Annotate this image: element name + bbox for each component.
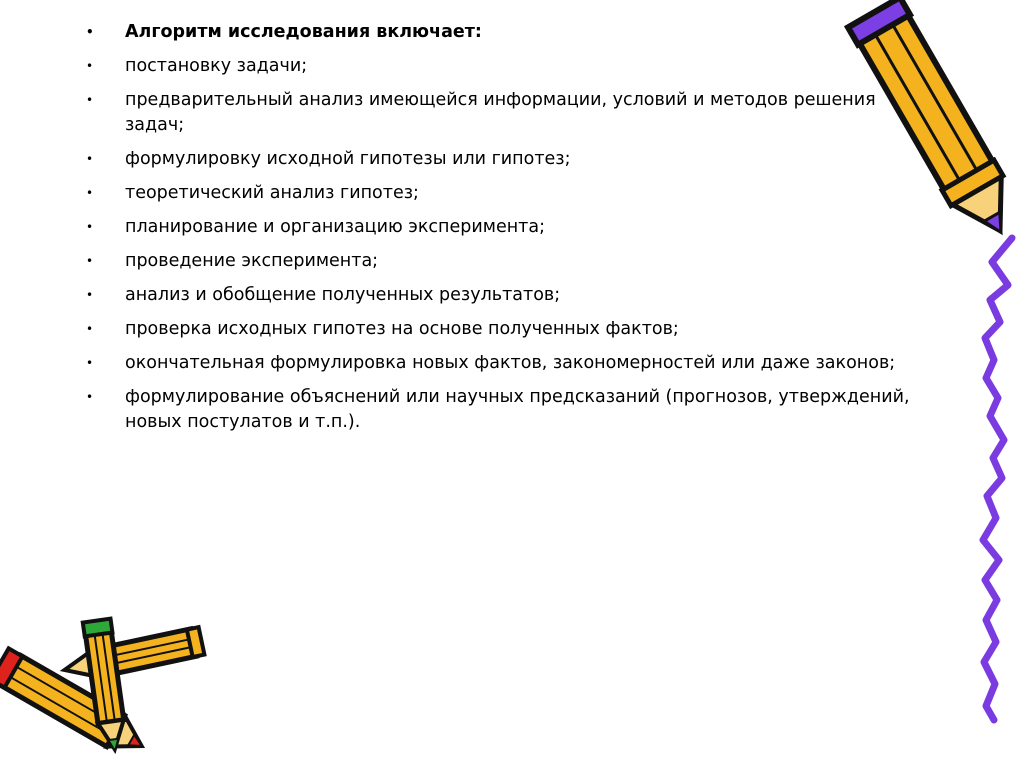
bullet-dot: • [86, 25, 94, 39]
list-item [86, 317, 926, 342]
list-item-text: теоретический анализ гипотез; [125, 183, 419, 203]
heading-text: Алгоритм исследования включает: [125, 22, 482, 42]
list-item [86, 215, 926, 240]
list-item-text: формулирование объяснений или научных предсказаний (прогнозов, утверждений, новых постулатов и т.п.). [125, 387, 910, 432]
list-item [86, 249, 926, 274]
list-item [86, 88, 926, 138]
list-item-text: проверка исходных гипотез на основе полученных фактов; [125, 319, 679, 339]
bullet-dot: • [86, 322, 94, 336]
list-item [86, 385, 926, 435]
bullet-dot: • [86, 186, 94, 200]
list-item [86, 54, 926, 79]
bullet-dot: • [86, 288, 94, 302]
list-item [86, 351, 926, 376]
list-item-text: предварительный анализ имеющейся информации, условий и методов решения задач; [125, 90, 876, 135]
list-item-text: окончательная формулировка новых фактов, закономерностей или даже законов; [125, 353, 896, 373]
bullet-dot: • [86, 390, 94, 404]
list-item [86, 147, 926, 172]
list-item-text: формулировку исходной гипотезы или гипотез; [125, 149, 571, 169]
list-item-text: проведение эксперимента; [125, 251, 379, 271]
bullet-dot: • [86, 59, 94, 73]
bullet-dot: • [86, 356, 94, 370]
list-item-text: анализ и обобщение полученных результатов; [125, 285, 561, 305]
list-item-text: планирование и организацию эксперимента; [125, 217, 545, 237]
list-heading [86, 20, 926, 45]
list-item [86, 283, 926, 308]
list-item [86, 181, 926, 206]
list-item-text: постановку задачи; [125, 56, 308, 76]
bullet-dot: • [86, 220, 94, 234]
bullet-dot: • [86, 152, 94, 166]
bullet-dot: • [86, 254, 94, 268]
bullet-dot: • [86, 93, 94, 107]
bullet-list [86, 20, 926, 444]
